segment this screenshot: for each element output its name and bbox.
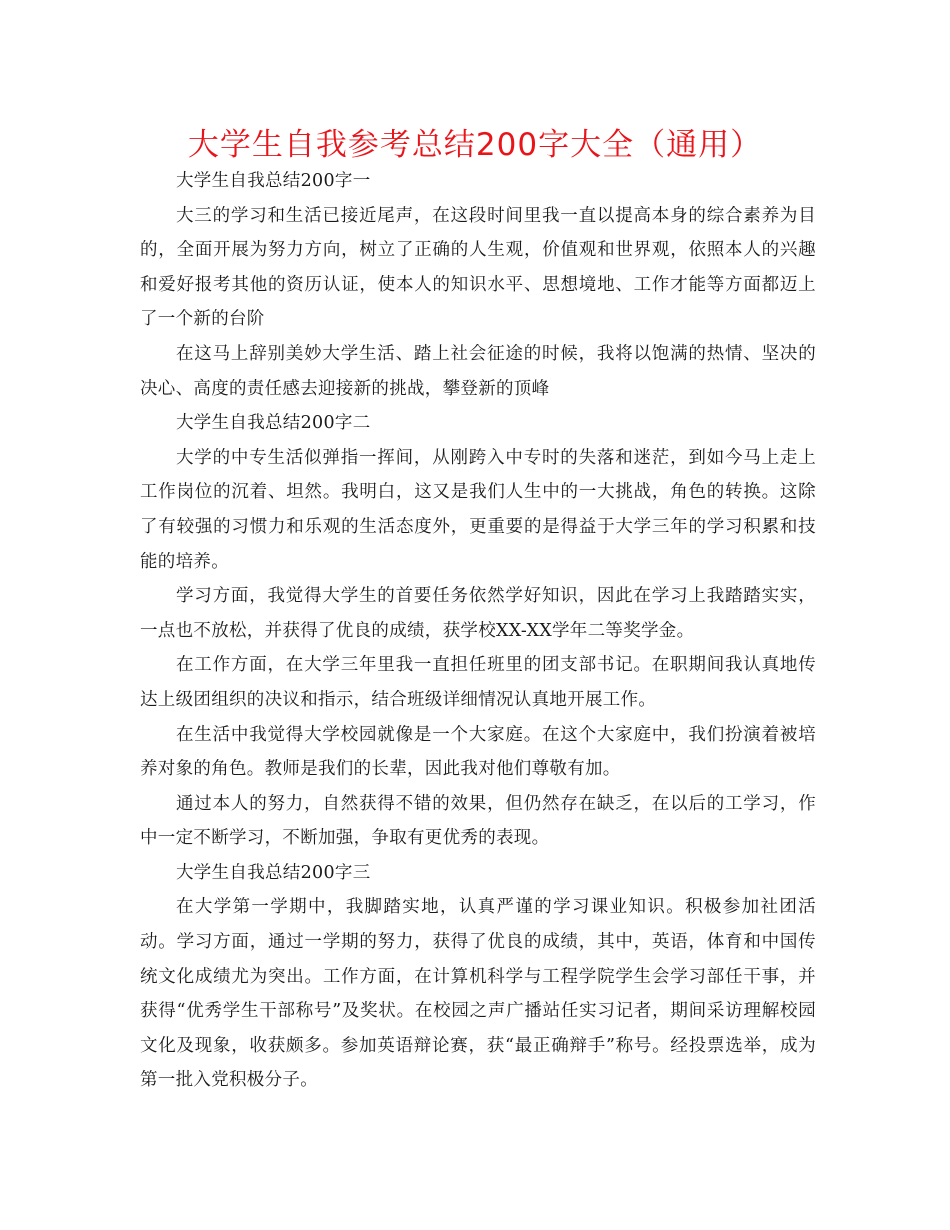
paragraph: 在大学第一学期中，我脚踏实地，认真严谨的学习课业知识。积极参加社团活动。学习方面，通过一学期的努力，获得了优良的成绩，其中，英语，体育和中国传统文化成绩尤为突出。工作方面，在计算机科学与工程学院学生会学习部任干事，并获得“优秀学生干部称号”及奖状。在校园之声广播站任实习记者，期间采访理解校园文化及现象，收获颇多。参加英语辩论赛，获“最正确辩手”称号。经投票选举，成为第一批入党积极分子。 [140,897,816,1091]
paragraph: 大三的学习和生活已接近尾声，在这段时间里我一直以提高本身的综合素养为目的，全面开展为努力方向，树立了正确的人生观，价值观和世界观，依照本人的兴趣和爱好报考其他的资历认证，使本人的知识水平、思想境地、工作才能等方面都迈上了一个新的台阶 [140,205,816,330]
paragraph: 通过本人的努力，自然获得不错的效果，但仍然存在缺乏，在以后的工学习，作中一定不断学习，不断加强，争取有更优秀的表现。 [140,793,816,849]
paragraph: 大学的中专生活似弹指一挥间，从刚跨入中专时的失落和迷茫，到如今马上走上工作岗位的沉着、坦然。我明白，这又是我们人生中的一大挑战，角色的转换。这除了有较强的习惯力和乐观的生活态度外，更重要的是得益于大学三年的学习积累和技能的培养。 [140,447,816,572]
paragraph: 在生活中我觉得大学校园就像是一个大家庭。在这个大家庭中，我们扮演着被培养对象的角色。教师是我们的长辈，因此我对他们尊敬有加。 [140,724,816,780]
section-heading-1: 大学生自我总结200字一 [176,171,371,191]
paragraph: 在这马上辞别美妙大学生活、踏上社会征途的时候，我将以饱满的热情、坚决的决心、高度的责任感去迎接新的挑战，攀登新的顶峰 [140,343,816,399]
paragraph: 在工作方面，在大学三年里我一直担任班里的团支部书记。在职期间我认真地传达上级团组织的决议和指示，结合班级详细情况认真地开展工作。 [140,655,816,710]
document-body [140,164,816,1098]
document-title: 大学生自我参考总结200字大全（通用） [187,127,763,163]
paragraph: 学习方面，我觉得大学生的首要任务依然学好知识，因此在学习上我踏踏实实，一点也不放松，并获得了优良的成绩，获学校XX-XX学年二等奖学金。 [140,586,816,641]
section-heading-2: 大学生自我总结200字二 [176,413,371,434]
section-heading-3: 大学生自我总结200字三 [176,862,371,883]
